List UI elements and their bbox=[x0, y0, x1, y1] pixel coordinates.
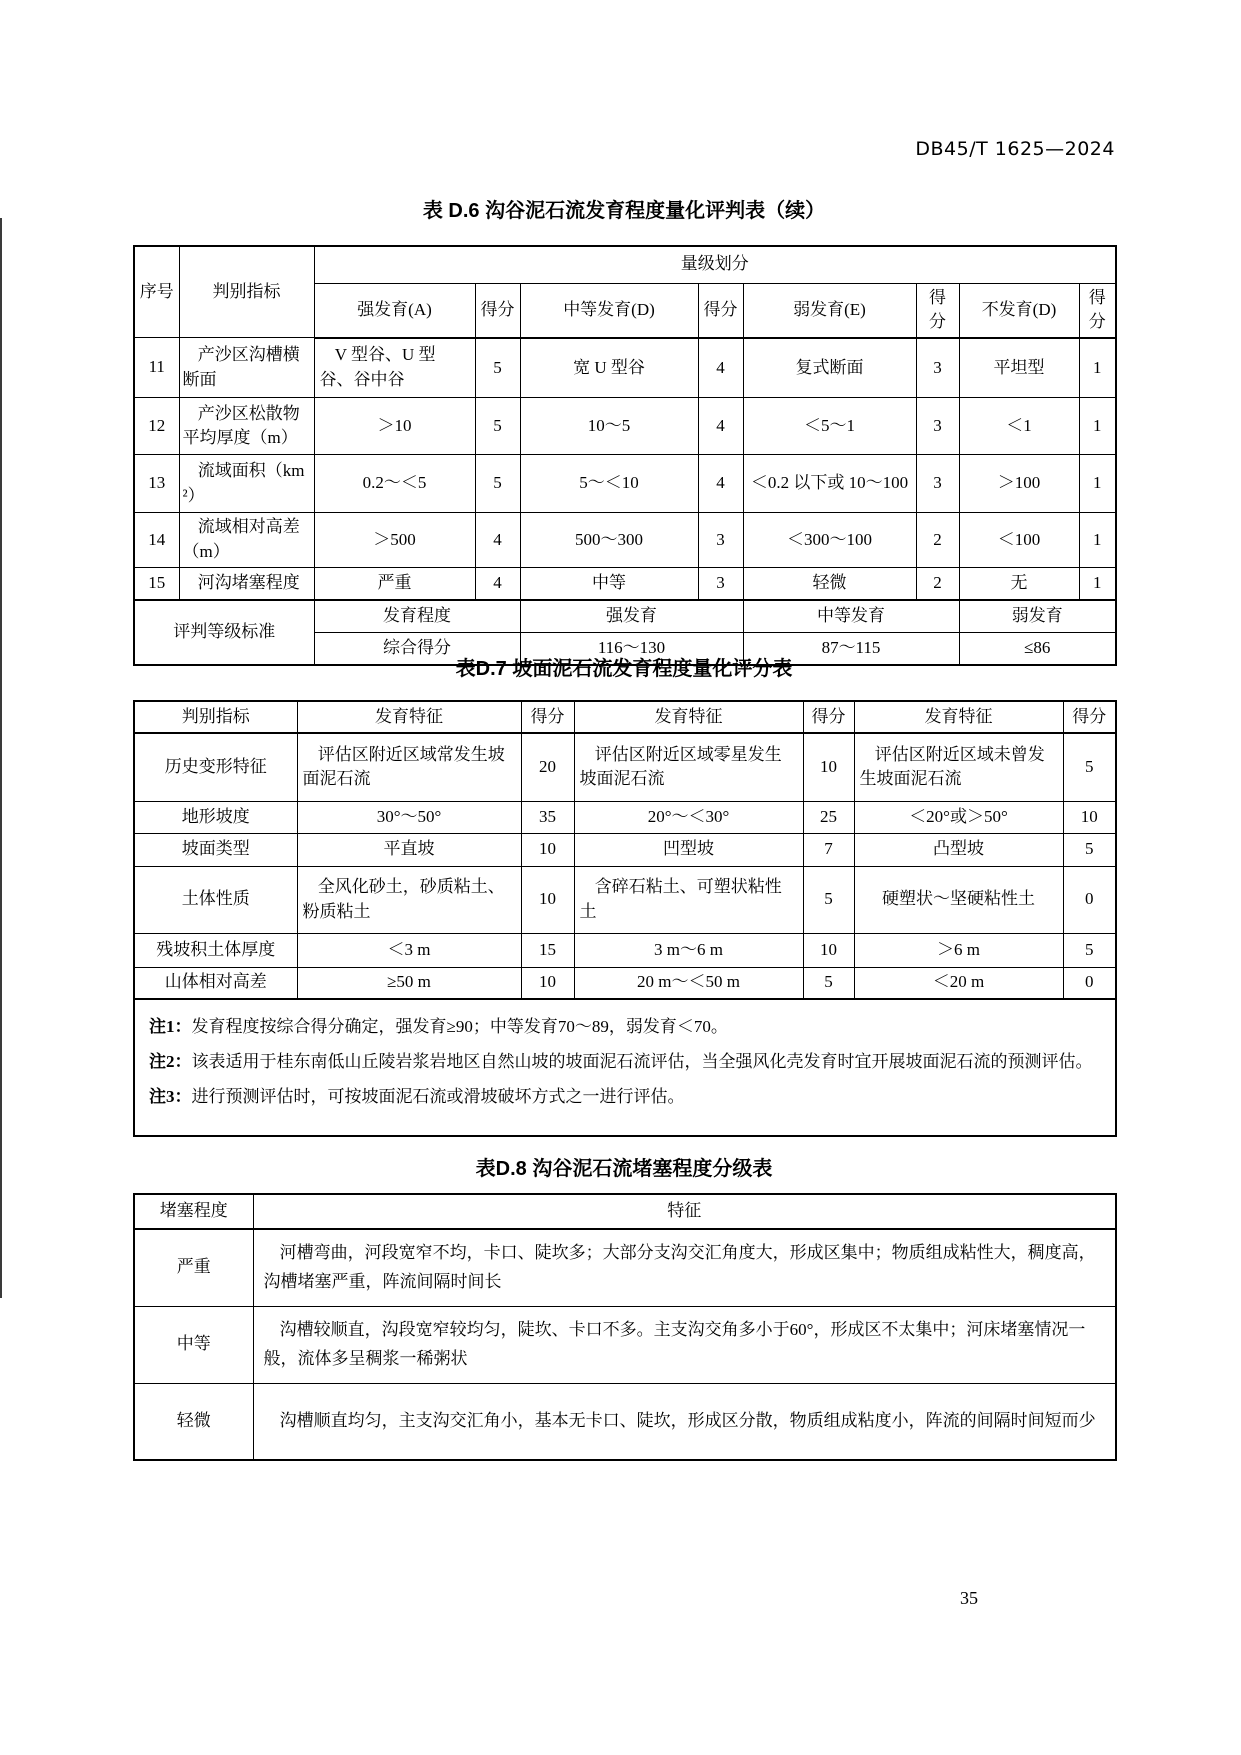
table-cell: 10～5 bbox=[520, 398, 698, 455]
table-cell: ≤86 bbox=[959, 632, 1116, 665]
table-cell: 产沙区沟槽横断面 bbox=[179, 338, 314, 398]
table-cell: 15 bbox=[521, 933, 574, 967]
table-row bbox=[134, 1383, 1116, 1460]
table-cell: 序号 bbox=[134, 246, 179, 338]
table-cell: 35 bbox=[521, 801, 574, 833]
table-cell: 5 bbox=[1063, 733, 1116, 801]
table-cell: 得分 bbox=[1063, 701, 1116, 733]
table-cell: 凸型坡 bbox=[854, 833, 1063, 866]
table-cell: 弱发育 bbox=[959, 600, 1116, 632]
table-cell: 中等 bbox=[134, 1306, 253, 1383]
table-cell: 沟槽较顺直，沟段宽窄较均匀，陡坎、卡口不多。主支沟交角多小于60°，形成区不太集中；河床堵塞情况一般，流体多呈稠浆一稀粥状 bbox=[253, 1306, 1116, 1383]
table-cell: 得分 bbox=[916, 283, 959, 338]
table-cell: 流域相对高差（m） bbox=[179, 513, 314, 567]
table-cell: 0 bbox=[1063, 866, 1116, 933]
table-cell: 3 bbox=[916, 398, 959, 455]
table-cell: 3 bbox=[698, 513, 743, 567]
table-cell: 沟槽顺直均匀，主支沟交汇角小，基本无卡口、陡坎，形成区分散，物质组成粘度小，阵流的间隔时间短而少 bbox=[253, 1383, 1116, 1460]
table-cell: 15 bbox=[134, 567, 179, 600]
table-cell: 判别指标 bbox=[179, 246, 314, 338]
table-cell: 发育特征 bbox=[297, 701, 521, 733]
table-cell: 弱发育(E) bbox=[743, 283, 916, 338]
table-cell: 发育程度 bbox=[314, 600, 520, 632]
table-row bbox=[134, 733, 1116, 801]
table-cell: 0.2～＜5 bbox=[314, 455, 475, 513]
table-cell: 11 bbox=[134, 338, 179, 398]
standard-code: DB45/T 1625—2024 bbox=[915, 138, 1115, 160]
table-cell: 轻微 bbox=[743, 567, 916, 600]
table-cell: 得分 bbox=[475, 283, 520, 338]
table-row bbox=[134, 999, 1116, 1136]
table-row bbox=[134, 801, 1116, 833]
note-label: 注3： bbox=[149, 1086, 192, 1106]
table-cell: 3 bbox=[698, 567, 743, 600]
table-cell: ＜1 bbox=[959, 398, 1079, 455]
table-cell: 10 bbox=[1063, 801, 1116, 833]
table-cell: 1 bbox=[1079, 513, 1116, 567]
table-cell: 20°～＜30° bbox=[574, 801, 803, 833]
note-line bbox=[149, 1010, 1103, 1045]
table-row bbox=[134, 338, 1116, 398]
table-row bbox=[134, 1194, 1116, 1229]
table-cell: 山体相对高差 bbox=[134, 967, 297, 999]
table-cell: 5 bbox=[1063, 933, 1116, 967]
table-cell: 地形坡度 bbox=[134, 801, 297, 833]
table-d7-title: 表D.7 坡面泥石流发育程度量化评分表 bbox=[455, 658, 793, 680]
table-cell: 3 bbox=[916, 455, 959, 513]
table-cell: 10 bbox=[803, 933, 854, 967]
table-row bbox=[134, 600, 1116, 632]
table-cell: 得分 bbox=[1079, 283, 1116, 338]
table-row bbox=[134, 1229, 1116, 1306]
table-cell: 4 bbox=[698, 398, 743, 455]
table-d6 bbox=[133, 245, 1117, 666]
table-cell: 河沟堵塞程度 bbox=[179, 567, 314, 600]
table-cell: 中等发育 bbox=[743, 600, 959, 632]
table-cell: ＜0.2 以下或 10～100 bbox=[743, 455, 916, 513]
table-row bbox=[134, 513, 1116, 567]
table-cell: 1 bbox=[1079, 455, 1116, 513]
table-cell: 12 bbox=[134, 398, 179, 455]
table-cell: 116～130 bbox=[520, 632, 743, 665]
notes-cell bbox=[134, 999, 1116, 1136]
table-cell: 87～115 bbox=[743, 632, 959, 665]
table-cell: 10 bbox=[521, 967, 574, 999]
table-cell: 得分 bbox=[698, 283, 743, 338]
table-cell: 轻微 bbox=[134, 1383, 253, 1460]
table-cell: ＜5～1 bbox=[743, 398, 916, 455]
table-cell: 量级划分 bbox=[314, 246, 1116, 283]
table-cell: 1 bbox=[1079, 338, 1116, 398]
table-cell: ＜100 bbox=[959, 513, 1079, 567]
table-cell: ＞6 m bbox=[854, 933, 1063, 967]
table-cell: 25 bbox=[803, 801, 854, 833]
table-cell: 发育特征 bbox=[574, 701, 803, 733]
table-row bbox=[134, 398, 1116, 455]
table-cell: 坡面类型 bbox=[134, 833, 297, 866]
note-label: 注1： bbox=[149, 1017, 192, 1036]
note-line bbox=[149, 1080, 1103, 1115]
table-cell: 全风化砂土，砂质粘土、粉质粘土 bbox=[297, 866, 521, 933]
table-cell: 平坦型 bbox=[959, 338, 1079, 398]
table-cell: ＞10 bbox=[314, 398, 475, 455]
table-cell: 土体性质 bbox=[134, 866, 297, 933]
note-line bbox=[149, 1045, 1103, 1080]
table-cell: 2 bbox=[916, 567, 959, 600]
table-cell: 判别指标 bbox=[134, 701, 297, 733]
table-cell: 10 bbox=[803, 733, 854, 801]
table-row bbox=[134, 455, 1116, 513]
table-cell: 5 bbox=[803, 967, 854, 999]
table-cell: 得分 bbox=[521, 701, 574, 733]
table-row bbox=[134, 967, 1116, 999]
table-cell: 复式断面 bbox=[743, 338, 916, 398]
table-cell: 流域面积（km²） bbox=[179, 455, 314, 513]
table-cell: 严重 bbox=[134, 1229, 253, 1306]
table-cell: 无 bbox=[959, 567, 1079, 600]
table-cell: 强发育(A) bbox=[314, 283, 475, 338]
note-label: 注2： bbox=[149, 1051, 192, 1071]
table-cell: 河槽弯曲，河段宽窄不均，卡口、陡坎多；大部分支沟交汇角度大，形成区集中；物质组成粘性大，稠度高，沟槽堵塞严重，阵流间隔时间长 bbox=[253, 1229, 1116, 1306]
table-row bbox=[134, 933, 1116, 967]
table-cell: 不发育(D) bbox=[959, 283, 1079, 338]
table-d7 bbox=[133, 700, 1117, 1137]
table-cell: 评估区附近区域零星发生坡面泥石流 bbox=[574, 733, 803, 801]
table-cell: ≥50 m bbox=[297, 967, 521, 999]
table-cell: 2 bbox=[916, 513, 959, 567]
table-cell: 7 bbox=[803, 833, 854, 866]
table-d6-title: 表 D.6 沟谷泥石流发育程度量化评判表（续） bbox=[422, 200, 826, 222]
note-text: 进行预测评估时，可按坡面泥石流或滑坡破坏方式之一进行评估。 bbox=[191, 1086, 685, 1106]
table-cell: 500～300 bbox=[520, 513, 698, 567]
table-cell: 5 bbox=[1063, 833, 1116, 866]
table-cell: 5 bbox=[803, 866, 854, 933]
note-text: 该表适用于桂东南低山丘陵岩浆岩地区自然山坡的坡面泥石流评估，当全强风化壳发育时宜开展坡面泥石流的预测评估。 bbox=[191, 1051, 1093, 1071]
table-cell: 评估区附近区域常发生坡面泥石流 bbox=[297, 733, 521, 801]
table-cell: 宽 U 型谷 bbox=[520, 338, 698, 398]
table-cell: 5 bbox=[475, 455, 520, 513]
table-cell: 评估区附近区域未曾发生坡面泥石流 bbox=[854, 733, 1063, 801]
table-cell: 综合得分 bbox=[314, 632, 520, 665]
table-cell: 1 bbox=[1079, 398, 1116, 455]
note-text: 发育程度按综合得分确定，强发育≥90；中等发育70～89，弱发育＜70。 bbox=[191, 1017, 728, 1036]
table-cell: 严重 bbox=[314, 567, 475, 600]
table-cell: ＜300～100 bbox=[743, 513, 916, 567]
table-cell: ＜3 m bbox=[297, 933, 521, 967]
table-cell: 20 m～＜50 m bbox=[574, 967, 803, 999]
table-row bbox=[134, 866, 1116, 933]
table-cell: 5 bbox=[475, 338, 520, 398]
table-cell: 硬塑状～坚硬粘性土 bbox=[854, 866, 1063, 933]
table-cell: 10 bbox=[521, 866, 574, 933]
table-row bbox=[134, 246, 1116, 283]
table-cell: 4 bbox=[698, 455, 743, 513]
table-cell: 20 bbox=[521, 733, 574, 801]
table-cell: 3 bbox=[916, 338, 959, 398]
table-row bbox=[134, 833, 1116, 866]
table-cell: 1 bbox=[1079, 567, 1116, 600]
table-cell: ＜20 m bbox=[854, 967, 1063, 999]
table-cell: 4 bbox=[475, 567, 520, 600]
table-cell: 残坡积土体厚度 bbox=[134, 933, 297, 967]
table-cell: V 型谷、U 型谷、谷中谷 bbox=[314, 338, 475, 398]
scan-artifact-line bbox=[0, 218, 2, 1298]
table-row bbox=[134, 701, 1116, 733]
table-cell: 凹型坡 bbox=[574, 833, 803, 866]
table-cell: 10 bbox=[521, 833, 574, 866]
table-cell: ＜20°或＞50° bbox=[854, 801, 1063, 833]
table-d8-title: 表D.8 沟谷泥石流堵塞程度分级表 bbox=[475, 1158, 773, 1180]
table-cell: ＞100 bbox=[959, 455, 1079, 513]
table-d8 bbox=[133, 1193, 1117, 1461]
table-cell: ＞500 bbox=[314, 513, 475, 567]
table-cell: 发育特征 bbox=[854, 701, 1063, 733]
table-cell: 4 bbox=[698, 338, 743, 398]
table-row bbox=[134, 567, 1116, 600]
table-cell: 中等 bbox=[520, 567, 698, 600]
table-cell: 平直坡 bbox=[297, 833, 521, 866]
table-cell: 含碎石粘土、可塑状粘性土 bbox=[574, 866, 803, 933]
table-row bbox=[134, 1306, 1116, 1383]
table-cell: 产沙区松散物平均厚度（m） bbox=[179, 398, 314, 455]
table-cell: 30°～50° bbox=[297, 801, 521, 833]
table-cell: 5 bbox=[475, 398, 520, 455]
table-cell: 4 bbox=[475, 513, 520, 567]
table-cell: 5～＜10 bbox=[520, 455, 698, 513]
table-cell: 评判等级标准 bbox=[134, 600, 314, 665]
table-cell: 历史变形特征 bbox=[134, 733, 297, 801]
table-cell: 堵塞程度 bbox=[134, 1194, 253, 1229]
table-cell: 0 bbox=[1063, 967, 1116, 999]
table-cell: 特征 bbox=[253, 1194, 1116, 1229]
table-cell: 得分 bbox=[803, 701, 854, 733]
page-number: 35 bbox=[960, 1588, 978, 1608]
table-cell: 14 bbox=[134, 513, 179, 567]
table-cell: 强发育 bbox=[520, 600, 743, 632]
table-cell: 3 m～6 m bbox=[574, 933, 803, 967]
table-cell: 13 bbox=[134, 455, 179, 513]
table-cell: 中等发育(D) bbox=[520, 283, 698, 338]
